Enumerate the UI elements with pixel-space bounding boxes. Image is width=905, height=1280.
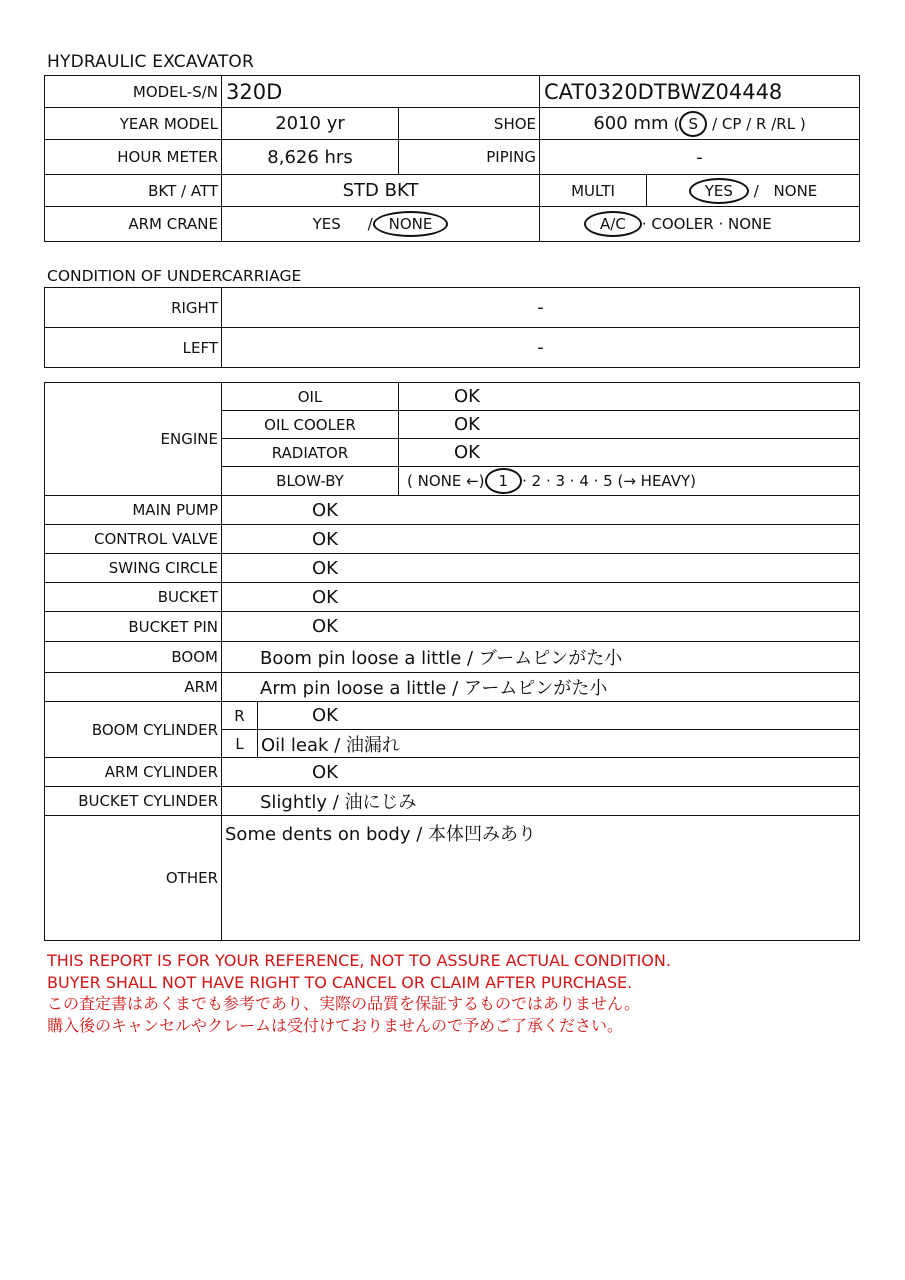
oil-cooler-label: OIL COOLER (222, 411, 399, 439)
arm-label: ARM (45, 673, 222, 702)
piping-label: PIPING (399, 140, 540, 175)
boom-cyl-r-label: R (222, 702, 258, 730)
shoe-size: 600 mm (593, 112, 669, 134)
ac-selected: A/C (584, 211, 642, 237)
shoe-cell (540, 108, 860, 140)
oil-cooler-value: OK (399, 411, 860, 439)
left-label: LEFT (45, 328, 222, 368)
other-value: Some dents on body / 本体凹みあり (222, 816, 860, 941)
spec-table (44, 75, 860, 242)
right-label: RIGHT (45, 288, 222, 328)
row-arm-cyl (45, 758, 860, 787)
year-value: 2010 yr (222, 108, 399, 140)
blowby-scale (399, 467, 860, 496)
oil-label: OIL (222, 383, 399, 411)
row-main-pump (45, 496, 860, 525)
boom-label: BOOM (45, 642, 222, 673)
row-year (45, 108, 860, 140)
boom-cyl-l-value: Oil leak / 油漏れ (258, 730, 860, 758)
left-value: - (222, 328, 860, 368)
row-boom (45, 642, 860, 673)
bucket-cyl-label: BUCKET CYLINDER (45, 787, 222, 816)
bucket-pin-value: OK (222, 612, 860, 642)
row-oil (45, 383, 860, 411)
multi-cell (647, 175, 860, 207)
bucket-value: OK (222, 583, 860, 612)
arm-crane-cell (222, 207, 540, 242)
multi-none: NONE (773, 181, 818, 200)
main-pump-label: MAIN PUMP (45, 496, 222, 525)
arm-crane-sep: / (367, 215, 373, 233)
arm-crane-none: NONE (373, 211, 449, 237)
row-bucket-cyl (45, 787, 860, 816)
undercarriage-title: CONDITION OF UNDERCARRIAGE (47, 267, 302, 285)
swing-circle-value: OK (222, 554, 860, 583)
boom-value: Boom pin loose a little / ブームピンがた小 (222, 642, 860, 673)
boom-cyl-label: BOOM CYLINDER (45, 702, 222, 758)
row-hours (45, 140, 860, 175)
other-label: OTHER (45, 816, 222, 941)
arm-value: Arm pin loose a little / アームピンがた小 (222, 673, 860, 702)
boom-cyl-l-label: L (222, 730, 258, 758)
document-title: HYDRAULIC EXCAVATOR (47, 52, 255, 72)
right-value: - (222, 288, 860, 328)
row-swing-circle (45, 554, 860, 583)
row-arm-crane (45, 207, 860, 242)
arm-cyl-value: OK (222, 758, 860, 787)
row-bkt (45, 175, 860, 207)
shoe-label: SHOE (399, 108, 540, 140)
radiator-label: RADIATOR (222, 439, 399, 467)
row-left (45, 328, 860, 368)
hour-label: HOUR METER (45, 140, 222, 175)
control-valve-label: CONTROL VALVE (45, 525, 222, 554)
shoe-open: ( (673, 114, 680, 133)
bkt-value: STD BKT (222, 175, 540, 207)
multi-label: MULTI (540, 175, 647, 207)
shoe-selected: S (679, 111, 707, 137)
shoe-options: / CP / R /RL ) (712, 114, 806, 133)
piping-value: - (540, 140, 860, 175)
engine-label: ENGINE (45, 383, 222, 496)
arm-crane-label: ARM CRANE (45, 207, 222, 242)
disclaimer-line-2: BUYER SHALL NOT HAVE RIGHT TO CANCEL OR CLAIM AFTER PURCHASE. (47, 972, 633, 992)
ac-options: · COOLER · NONE (641, 215, 772, 233)
row-bucket-pin (45, 612, 860, 642)
oil-value: OK (399, 383, 860, 411)
model-value: 320D (222, 76, 540, 108)
year-label: YEAR MODEL (45, 108, 222, 140)
main-pump-value: OK (222, 496, 860, 525)
multi-yes: YES (689, 178, 749, 204)
bucket-pin-label: BUCKET PIN (45, 612, 222, 642)
row-bucket (45, 583, 860, 612)
inspection-table (44, 382, 860, 941)
blowby-left: ( NONE ←) (407, 472, 485, 490)
disclaimer-line-1: THIS REPORT IS FOR YOUR REFERENCE, NOT TO ASSURE ACTUAL CONDITION. (47, 951, 671, 970)
swing-circle-label: SWING CIRCLE (45, 554, 222, 583)
bucket-label: BUCKET (45, 583, 222, 612)
row-control-valve (45, 525, 860, 554)
arm-crane-yes: YES (312, 215, 341, 233)
row-right (45, 288, 860, 328)
arm-cyl-label: ARM CYLINDER (45, 758, 222, 787)
row-other (45, 816, 860, 941)
bkt-label: BKT / ATT (45, 175, 222, 207)
disclaimer (47, 950, 671, 1036)
row-boom-cyl-r (45, 702, 860, 730)
row-arm (45, 673, 860, 702)
undercarriage-table (44, 287, 860, 368)
blowby-label: BLOW-BY (222, 467, 399, 496)
radiator-value: OK (399, 439, 860, 467)
boom-cyl-r-value: OK (258, 702, 860, 730)
blowby-right: · 2 · 3 · 4 · 5 (→ HEAVY) (522, 472, 697, 490)
model-sn-label: MODEL-S/N (45, 76, 222, 108)
serial-value: CAT0320DTBWZ04448 (540, 76, 860, 108)
bucket-cyl-value: Slightly / 油にじみ (222, 787, 860, 816)
disclaimer-line-4: 購入後のキャンセルやクレームは受付けておりませんので予めご了承ください。 (47, 1015, 624, 1035)
multi-sep: / (753, 181, 759, 200)
hours-value: 8,626 hrs (222, 140, 399, 175)
disclaimer-line-3: この査定書はあくまでも参考であり、実際の品質を保証するものではありません。 (47, 994, 640, 1013)
row-model (45, 76, 860, 108)
blowby-selected: 1 (485, 468, 523, 494)
ac-cell (540, 207, 860, 242)
control-valve-value: OK (222, 525, 860, 554)
